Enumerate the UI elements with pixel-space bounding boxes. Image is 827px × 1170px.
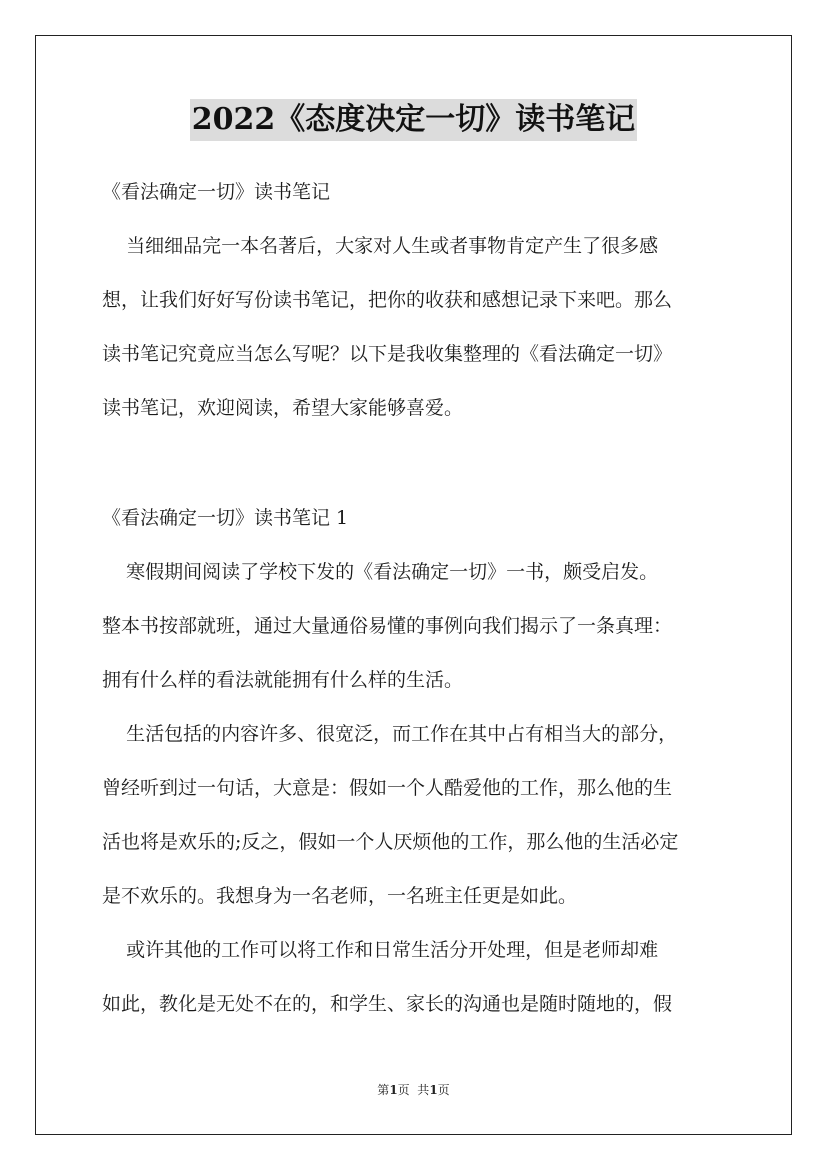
- paragraph-line: 如此，教化是无处不在的，和学生、家长的沟通也是随时随地的，假: [102, 993, 673, 1015]
- paragraph-line: 曾经听到过一句话，大意是：假如一个人酷爱他的工作，那么他的生: [102, 777, 673, 799]
- paragraph-line: 生活包括的内容许多、很宽泛，而工作在其中占有相当大的部分，: [102, 723, 678, 745]
- paragraph-line: 活也将是欢乐的;反之，假如一个人厌烦他的工作，那么他的生活必定: [102, 831, 679, 853]
- footer-suffix: 页: [437, 1083, 450, 1097]
- paragraph-line: 想，让我们好好写份读书笔记，把你的收获和感想记录下来吧。那么: [102, 289, 673, 311]
- paragraph-line: 当细细品完一本名著后，大家对人生或者事物肯定产生了很多感: [102, 235, 659, 257]
- paragraph-line: 是不欢乐的。我想身为一名老师，一名班主任更是如此。: [102, 885, 578, 907]
- footer-prefix: 第: [377, 1083, 390, 1097]
- paragraph-line: 读书笔记究竟应当怎么写呢？以下是我收集整理的《看法确定一切》: [102, 343, 673, 365]
- footer-total-pages: 1: [429, 1083, 438, 1097]
- paragraph-line: 整本书按部就班，通过大量通俗易懂的事例向我们揭示了一条真理：: [102, 615, 673, 637]
- paragraph-line: 拥有什么样的看法就能拥有什么样的生活。: [102, 669, 464, 691]
- paragraph-line: 寒假期间阅读了学校下发的《看法确定一切》一书，颇受启发。: [102, 561, 659, 583]
- section-heading: 《看法确定一切》读书笔记 1: [102, 507, 349, 529]
- intro-heading: 《看法确定一切》读书笔记: [102, 181, 331, 203]
- footer-mid: 页 共: [397, 1083, 430, 1097]
- footer-page-number: 1: [389, 1083, 398, 1097]
- page-footer: [0, 1082, 827, 1098]
- document-title: 2022《态度决定一切》读书笔记: [190, 99, 638, 141]
- paragraph-line: 读书笔记，欢迎阅读，希望大家能够喜爱。: [102, 397, 464, 419]
- paragraph-line: 或许其他的工作可以将工作和日常生活分开处理，但是老师却难: [102, 939, 659, 961]
- title-container: [0, 99, 827, 141]
